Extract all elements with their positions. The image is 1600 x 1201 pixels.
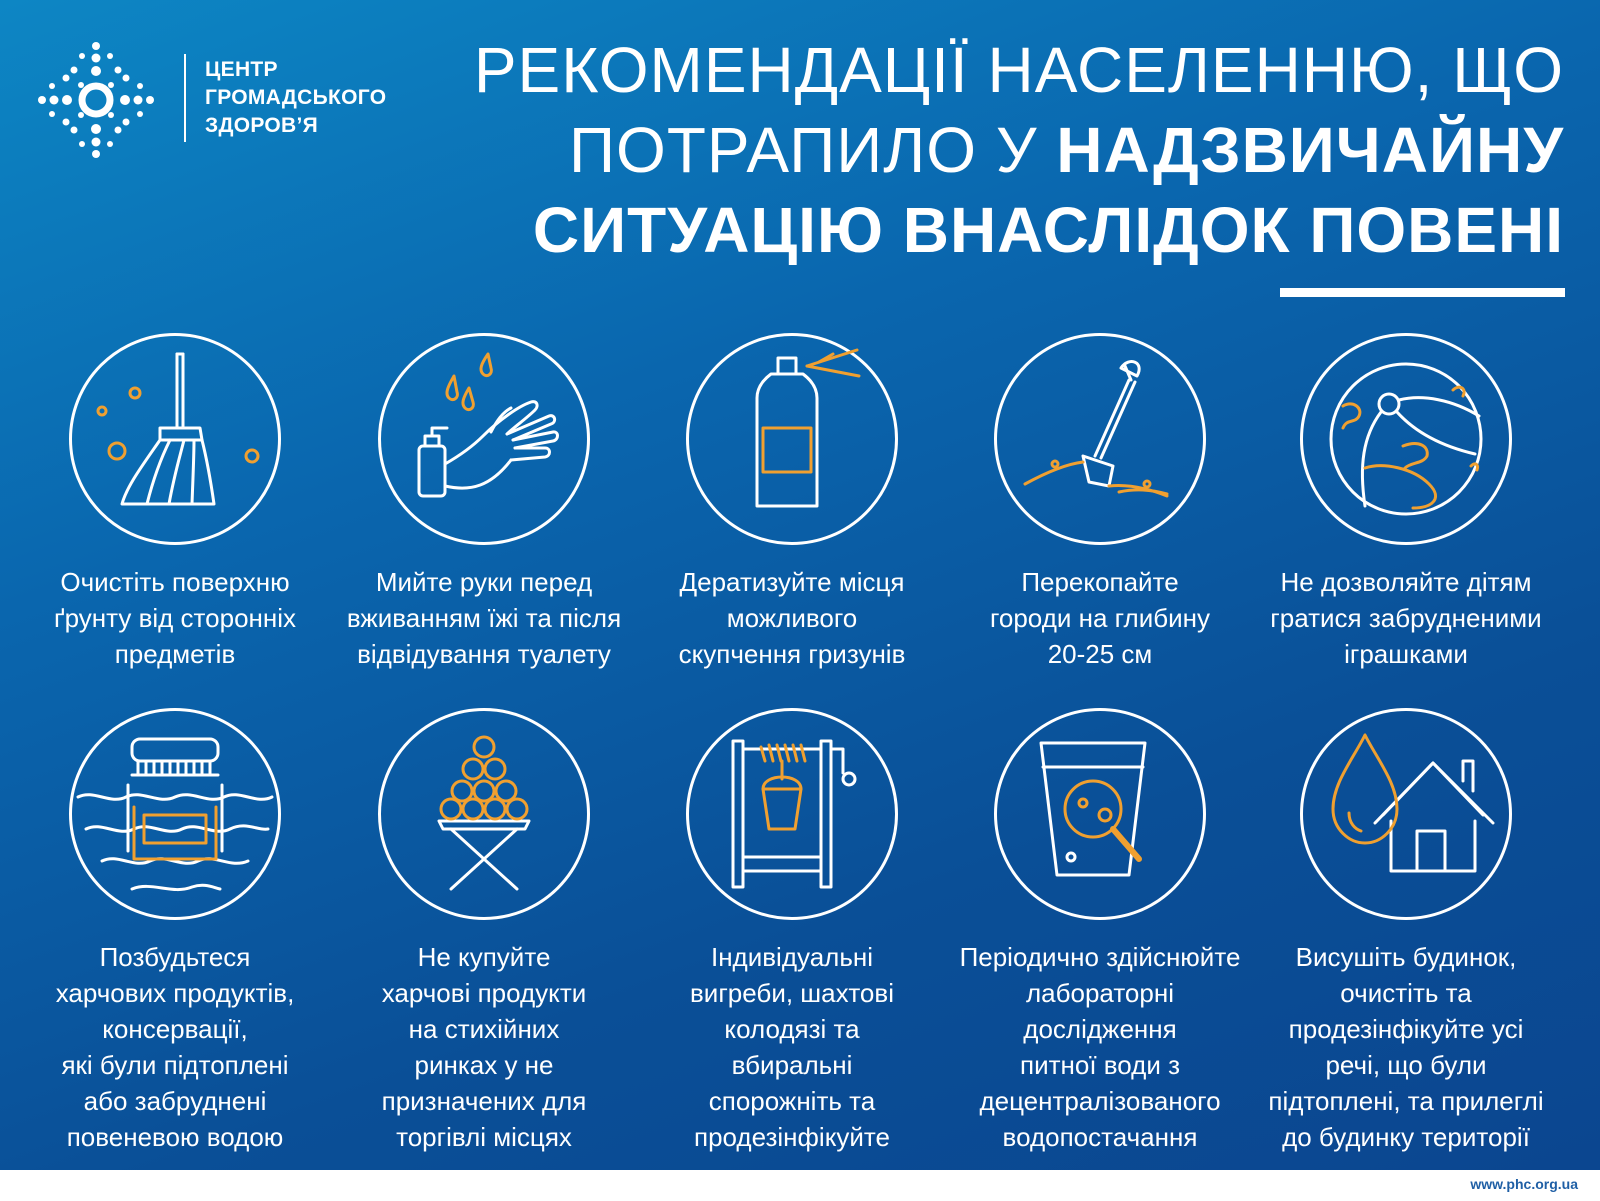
item-caption (324, 939, 644, 1155)
organization-name-line: ГРОМАДСЬКОГО (205, 86, 387, 109)
drop-house-icon (1300, 708, 1512, 920)
caption-line: Висушіть будинок, (1295, 942, 1517, 972)
title-line-1: РЕКОМЕНДАЦІЇ НАСЕЛЕННЮ, ЩО (473, 34, 1564, 106)
caption-line: Періодично здійснюйте (959, 942, 1241, 972)
caption-line: децентралізованого (979, 1086, 1221, 1116)
caption-line: спорожніть та (708, 1086, 876, 1116)
caption-line: очистіть та (1340, 978, 1472, 1008)
caption-line: на стихійних (408, 1014, 560, 1044)
well-bucket-icon (686, 708, 898, 920)
caption-line: ґрунту від сторонніх (53, 603, 297, 633)
item-caption (15, 564, 335, 672)
organization-name-line: ЦЕНТР (205, 58, 278, 81)
title-line-2 (424, 110, 1564, 190)
caption-line: Дератизуйте місця (679, 567, 905, 597)
item-caption (940, 939, 1260, 1155)
caption-line: колодязі та (724, 1014, 860, 1044)
flooded-jar-icon (69, 708, 281, 920)
caption-line: Позбудьтеся (99, 942, 251, 972)
item-caption (15, 939, 335, 1155)
item-caption (1246, 564, 1566, 672)
spray-bottle-icon (686, 333, 898, 545)
caption-line: вигреби, шахтові (689, 978, 894, 1008)
caption-line: харчових продуктів, (55, 978, 295, 1008)
title-line-3: СИТУАЦІЮ ВНАСЛІДОК ПОВЕНІ (532, 194, 1564, 266)
hand-washing-icon (378, 333, 590, 545)
item-caption (632, 939, 952, 1155)
caption-line: водопостачання (1002, 1122, 1198, 1152)
shovel-icon (994, 333, 1206, 545)
footer (0, 1170, 1600, 1201)
organization-name-line: ЗДОРОВ’Я (205, 114, 319, 137)
water-glass-magnifier-icon (994, 708, 1206, 920)
market-stand-icon (378, 708, 590, 920)
caption-line: до будинку території (1282, 1122, 1530, 1152)
item-caption (1246, 939, 1566, 1155)
caption-line: харчові продукти (381, 978, 587, 1008)
caption-line: відвідування туалету (357, 639, 611, 669)
caption-line: консервації, (102, 1014, 248, 1044)
logo-divider (184, 54, 186, 142)
caption-line: Мийте руки перед (375, 567, 593, 597)
caption-line: вживанням їжі та після (346, 603, 622, 633)
caption-line: городи на глибину (989, 603, 1211, 633)
caption-line: повеневою водою (66, 1122, 284, 1152)
caption-line: предметів (114, 639, 236, 669)
item-caption (940, 564, 1260, 672)
caption-line: ринках у не (414, 1050, 554, 1080)
caption-line: питної води з (1019, 1050, 1181, 1080)
footer-url[interactable]: www.phc.org.ua (1470, 1176, 1578, 1192)
caption-line: призначених для (381, 1086, 587, 1116)
caption-line: продезінфікуйте усі (1288, 1014, 1524, 1044)
caption-line: Не купуйте (417, 942, 551, 972)
page-title (424, 30, 1564, 270)
caption-line: можливого (726, 603, 858, 633)
title-line-2-bold: НАДЗВИЧАЙНУ (1056, 114, 1564, 186)
title-line-2-light: ПОТРАПИЛО У (569, 114, 1057, 186)
title-underline (1280, 288, 1565, 297)
caption-line: Перекопайте (1021, 567, 1179, 597)
broom-icon (69, 333, 281, 545)
caption-line: дослідження (1023, 1014, 1177, 1044)
ball-icon (1300, 333, 1512, 545)
item-caption (632, 564, 952, 672)
caption-line: Не дозволяйте дітям (1280, 567, 1532, 597)
caption-line: вбиральні (731, 1050, 853, 1080)
caption-line: продезінфікуйте (694, 1122, 890, 1152)
caption-line: торгівлі місцях (396, 1122, 572, 1152)
organization-name (205, 56, 386, 140)
caption-line: Очистіть поверхню (60, 567, 290, 597)
caption-line: іграшками (1344, 639, 1468, 669)
caption-line: лабораторні (1025, 978, 1174, 1008)
caption-line: речі, що були (1325, 1050, 1487, 1080)
caption-line: Індивідуальні (710, 942, 874, 972)
item-caption (324, 564, 644, 672)
caption-line: або забруднені (83, 1086, 267, 1116)
caption-line: які були підтоплені (61, 1050, 289, 1080)
caption-line: гратися забрудненими (1270, 603, 1542, 633)
dotted-cross-logo-icon (36, 40, 156, 160)
caption-line: підтоплені, та прилеглі (1268, 1086, 1544, 1116)
caption-line: 20-25 см (1047, 639, 1153, 669)
caption-line: скупчення гризунів (678, 639, 906, 669)
